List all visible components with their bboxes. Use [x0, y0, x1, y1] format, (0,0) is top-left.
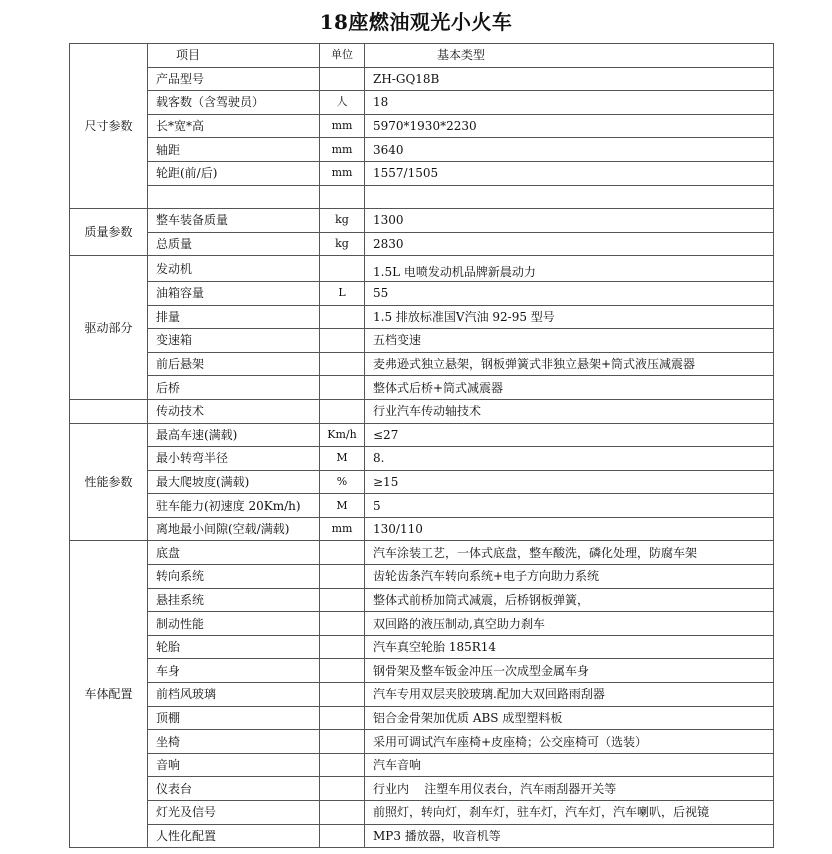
row-item: 人性化配置 — [148, 824, 320, 848]
table-row — [70, 423, 774, 447]
row-unit: % — [320, 470, 365, 494]
header-value: 基本类型 — [365, 44, 774, 68]
group-size: 尺寸参数 — [70, 44, 148, 209]
group-mass: 质量参数 — [70, 209, 148, 256]
row-value: 五档变速 — [365, 329, 774, 353]
table-row — [70, 376, 774, 400]
row-value: ≥15 — [365, 470, 774, 494]
row-item: 灯光及信号 — [148, 801, 320, 825]
row-item: 整车装备质量 — [148, 209, 320, 233]
row-value: MP3 播放器，收音机等 — [365, 824, 774, 848]
row-item: 后桥 — [148, 376, 320, 400]
table-row — [70, 67, 774, 91]
row-item: 产品型号 — [148, 67, 320, 91]
row-value: 行业汽车传动轴技术 — [365, 399, 774, 423]
group-body: 车体配置 — [70, 541, 148, 848]
row-unit — [320, 588, 365, 612]
row-unit — [320, 305, 365, 329]
table-row — [70, 494, 774, 518]
row-value: 1.5 排放标准国Ⅴ汽油 92-95 型号 — [365, 305, 774, 329]
group-drive: 驱动部分 — [70, 256, 148, 400]
row-value: 汽车涂装工艺，一体式底盘，整车酸洗，磷化处理，防腐车架 — [365, 541, 774, 565]
row-value: 汽车音响 — [365, 753, 774, 777]
row-unit — [320, 824, 365, 848]
row-value: 5970*1930*2230 — [365, 114, 774, 138]
row-value: 55 — [365, 281, 774, 305]
row-value: 1300 — [365, 209, 774, 233]
table-row — [70, 612, 774, 636]
table-row — [70, 447, 774, 471]
row-unit: mm — [320, 114, 365, 138]
table-row — [70, 730, 774, 754]
row-unit — [320, 185, 365, 209]
table-row — [70, 399, 774, 423]
row-value: 2830 — [365, 232, 774, 256]
row-item: 前档风玻璃 — [148, 683, 320, 707]
row-unit — [320, 801, 365, 825]
row-value: 铝合金骨架加优质 ABS 成型塑料板 — [365, 706, 774, 730]
row-item: 变速箱 — [148, 329, 320, 353]
row-unit — [320, 612, 365, 636]
row-item: 轮胎 — [148, 635, 320, 659]
row-item: 最小转弯半径 — [148, 447, 320, 471]
table-row — [70, 305, 774, 329]
row-unit — [320, 659, 365, 683]
row-unit — [320, 635, 365, 659]
table-row — [70, 659, 774, 683]
row-value: ZH-GQ18B — [365, 67, 774, 91]
table-row — [70, 706, 774, 730]
table-row — [70, 588, 774, 612]
row-unit — [320, 376, 365, 400]
row-item: 总质量 — [148, 232, 320, 256]
table-row — [70, 281, 774, 305]
table-row — [70, 209, 774, 233]
row-value: 整体式前桥加筒式减震，后桥钢板弹簧， — [365, 588, 774, 612]
table-row — [70, 753, 774, 777]
spec-table — [69, 43, 774, 848]
row-value: 前照灯，转向灯，刹车灯，驻车灯，汽车灯，汽车喇叭，后视镜 — [365, 801, 774, 825]
row-item: 制动性能 — [148, 612, 320, 636]
row-unit: mm — [320, 161, 365, 185]
table-row — [70, 777, 774, 801]
row-value: 1.5L 电喷发动机品牌新晨动力 — [365, 256, 774, 282]
table-row — [70, 565, 774, 589]
row-unit — [320, 67, 365, 91]
row-value: 5 — [365, 494, 774, 518]
row-item: 载客数（含驾驶员） — [148, 91, 320, 115]
table-row — [70, 256, 774, 282]
row-unit — [320, 683, 365, 707]
row-value: 1557/1505 — [365, 161, 774, 185]
row-unit — [320, 329, 365, 353]
row-value: 麦弗逊式独立悬架，钢板弹簧式非独立悬架+筒式液压减震器 — [365, 352, 774, 376]
row-value: 钢骨架及整车钣金冲压一次成型金属车身 — [365, 659, 774, 683]
row-item: 长*宽*高 — [148, 114, 320, 138]
row-item: 坐椅 — [148, 730, 320, 754]
row-unit — [320, 541, 365, 565]
row-unit: M — [320, 494, 365, 518]
row-value: 8. — [365, 447, 774, 471]
row-item: 仪表台 — [148, 777, 320, 801]
row-unit: kg — [320, 209, 365, 233]
row-item: 离地最小间隙(空载/满载) — [148, 517, 320, 541]
row-item: 顶棚 — [148, 706, 320, 730]
table-row — [70, 352, 774, 376]
table-row — [70, 635, 774, 659]
row-unit: mm — [320, 517, 365, 541]
row-value: 130/110 — [365, 517, 774, 541]
table-row — [70, 161, 774, 185]
row-value: 3640 — [365, 138, 774, 162]
row-unit — [320, 730, 365, 754]
row-item: 底盘 — [148, 541, 320, 565]
row-item: 发动机 — [148, 256, 320, 282]
row-value: 齿轮齿条汽车转向系统+电子方向助力系统 — [365, 565, 774, 589]
row-value: 采用可调试汽车座椅+皮座椅；公交座椅可（选装） — [365, 730, 774, 754]
row-value: 行业内 注塑车用仪表台，汽车雨刮器开关等 — [365, 777, 774, 801]
row-value: 双回路的液压制动,真空助力刹车 — [365, 612, 774, 636]
row-unit: L — [320, 281, 365, 305]
row-value: 18 — [365, 91, 774, 115]
row-item: 驻车能力(初速度 20Km/h) — [148, 494, 320, 518]
row-unit: 人 — [320, 91, 365, 115]
row-item: 最高车速(满载) — [148, 423, 320, 447]
row-value: 汽车真空轮胎 185R14 — [365, 635, 774, 659]
row-item: 排量 — [148, 305, 320, 329]
table-row — [70, 91, 774, 115]
table-row — [70, 683, 774, 707]
row-item: 轮距(前/后) — [148, 161, 320, 185]
table-row — [70, 824, 774, 848]
table-row — [70, 138, 774, 162]
document-title: 18座燃油观光小火车 — [319, 10, 513, 34]
row-item — [148, 185, 320, 209]
table-row — [70, 185, 774, 209]
row-item: 前后悬架 — [148, 352, 320, 376]
table-row — [70, 541, 774, 565]
header-unit: 单位 — [320, 44, 365, 68]
row-value: 汽车专用双层夹胶玻璃.配加大双回路雨刮器 — [365, 683, 774, 707]
table-row — [70, 517, 774, 541]
row-unit — [320, 399, 365, 423]
row-unit — [320, 352, 365, 376]
table-row — [70, 329, 774, 353]
row-value — [365, 185, 774, 209]
group-empty — [70, 399, 148, 423]
row-value: ≤27 — [365, 423, 774, 447]
row-item: 车身 — [148, 659, 320, 683]
row-unit: mm — [320, 138, 365, 162]
row-unit — [320, 777, 365, 801]
row-item: 油箱容量 — [148, 281, 320, 305]
header-item: 项目 — [148, 44, 320, 68]
row-item: 轴距 — [148, 138, 320, 162]
row-item: 最大爬坡度(满载) — [148, 470, 320, 494]
row-unit — [320, 706, 365, 730]
row-item: 转向系统 — [148, 565, 320, 589]
row-item: 音响 — [148, 753, 320, 777]
group-perf: 性能参数 — [70, 423, 148, 541]
table-row — [70, 801, 774, 825]
table-row — [70, 232, 774, 256]
row-value: 整体式后桥+筒式减震器 — [365, 376, 774, 400]
table-header-row — [70, 44, 774, 68]
row-unit: kg — [320, 232, 365, 256]
row-unit — [320, 256, 365, 282]
table-row — [70, 470, 774, 494]
row-unit — [320, 565, 365, 589]
row-item: 传动技术 — [148, 399, 320, 423]
row-unit: Km/h — [320, 423, 365, 447]
row-unit — [320, 753, 365, 777]
table-row — [70, 114, 774, 138]
row-unit: M — [320, 447, 365, 471]
row-item: 悬挂系统 — [148, 588, 320, 612]
